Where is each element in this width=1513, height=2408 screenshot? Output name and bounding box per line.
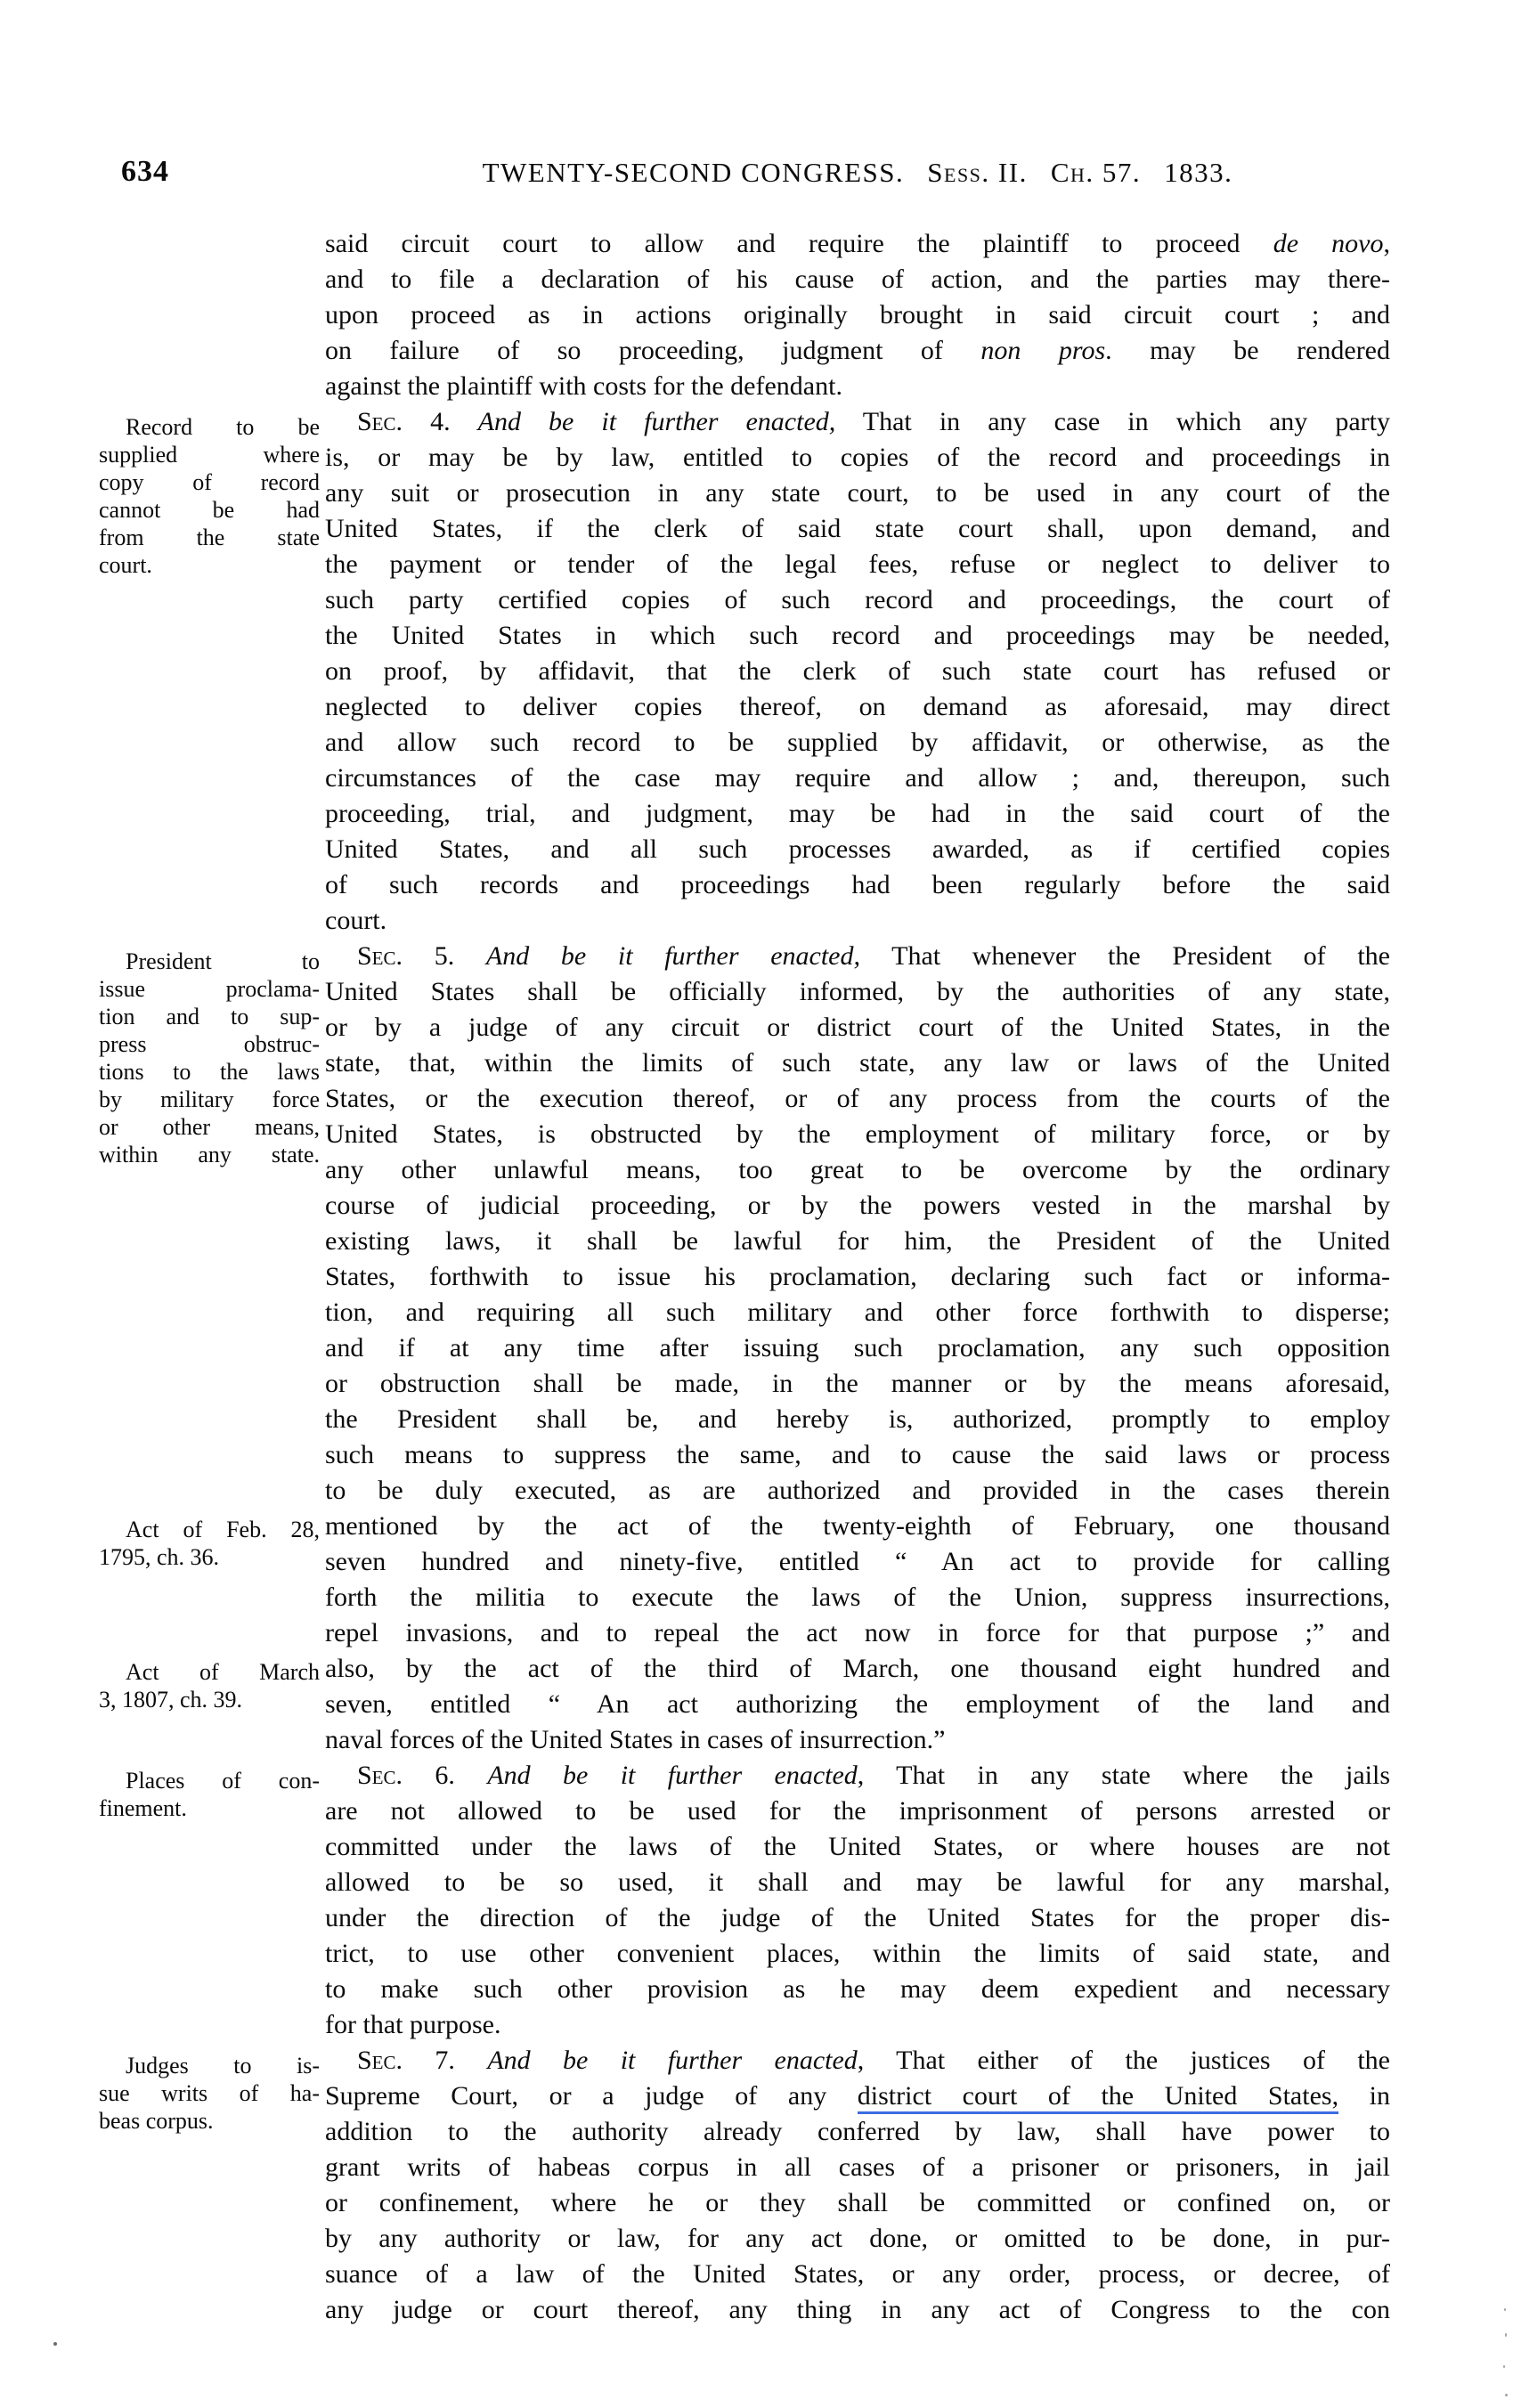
text-line: the President shall be, and hereby is, authorized, promptly to employ [325,1404,1390,1434]
text-line: state, that, within the limits of such state, any law or laws of the United [325,1048,1390,1078]
margin-note-line: Act of Feb. 28, [126,1517,320,1542]
body-column [325,1758,1390,2043]
text-line: proceeding, trial, and judgment, may be had in the said court of the [325,799,1390,828]
body-column [325,226,1390,404]
small-caps-text: Sec. [357,407,403,436]
margin-note-line: Record to be [126,414,320,440]
text-line: existing laws, it shall be lawful for him, the President of the United [325,1226,1390,1256]
text-line: and allow such record to be supplied by affidavit, or otherwise, as the [325,728,1390,757]
scan-speck [1504,2308,1506,2311]
text-line: circumstances of the case may require and allow ; and, thereupon, such [325,763,1390,793]
text-line: the United States in which such record and proceedings may be needed, [325,621,1390,650]
italic-text: And be it further enacted, [485,941,860,971]
margin-note-line: supplied where [99,442,320,468]
small-caps-text: Sess. [927,157,990,188]
text-line: Supreme Court, or a judge of any district court of the United States, in [325,2079,1390,2114]
margin-note [99,1516,320,1571]
running-header [325,157,1390,189]
text-line: trict, to use other convenient places, within the limits of said state, and [325,1939,1390,1968]
blue-underline-highlight: district court of the United States, [858,2081,1338,2114]
text-line: naval forces of the United States in cases of insurrection.” [325,1725,946,1754]
section-6 [94,1758,1390,2043]
small-caps-text: Sec. [357,2046,403,2075]
text-line: United States, and all such processes awarded, as if certified copies [325,834,1390,864]
page-number: 634 [121,155,169,188]
section-4 [94,404,1390,939]
scan-speck [1503,2365,1505,2368]
margin-column [94,226,325,404]
body-column [325,404,1390,939]
margin-note-line: cannot be had [99,497,320,523]
text-line: and to file a declaration of his cause of action, and the parties may there- [325,264,1390,294]
small-caps-text: Ch. [1050,157,1094,188]
small-caps-text: Sec. [357,941,403,971]
text-line: Sec. 6. And be it further enacted, That in any state where the jails [357,1761,1390,1790]
text-line: United States, is obstructed by the employment of military force, or by [325,1119,1390,1149]
text-line: allowed to be so used, it shall and may be lawful for any marshal, [325,1867,1390,1897]
text-line: to make such other provision as he may deem expedient and necessary [325,1974,1390,2004]
text-line: against the plaintiff with costs for the defendant. [325,371,842,401]
text-line: mentioned by the act of the twenty-eighth of February, one thousand [325,1511,1390,1541]
margin-note-line: tion and to sup- [99,1004,320,1029]
text-line: or confinement, where he or they shall be committed or confined on, or [325,2188,1390,2217]
text-line: United States shall be officially informed, by the authorities of any state, [325,977,1390,1006]
text-line: such party certified copies of such record and proceedings, the court of [325,585,1390,614]
margin-note-line: beas corpus. [99,2108,214,2134]
body-column [325,2043,1390,2328]
text-line: upon proceed as in actions originally brought in said circuit court ; and [325,300,1390,329]
margin-note-line: court. [99,552,152,578]
scan-speck [1505,2333,1507,2337]
margin-column [94,404,325,939]
margin-note-line: sue writs of ha- [99,2080,320,2106]
text-line: United States, if the clerk of said state court shall, upon demand, and [325,514,1390,543]
text-line: also, by the act of the third of March, one thousand eight hundred and [325,1654,1390,1683]
continuation-paragraph [94,226,1390,404]
italic-text: And be it further enacted [487,1761,858,1790]
body-column [325,939,1390,1758]
text-line: repel invasions, and to repeal the act now in force for that purpose ;” and [325,1618,1390,1647]
scan-speck [1505,2394,1508,2396]
text-line: the payment or tender of the legal fees, refuse or neglect to deliver to [325,549,1390,579]
header-part: TWENTY-SECOND CONGRESS. [482,157,905,188]
text-line: of such records and proceedings had been regularly before the said [325,870,1390,899]
margin-note-line: issue proclama- [99,976,320,1002]
text-line: for that purpose. [325,2010,501,2039]
text-line: any judge or court thereof, any thing in any act of Congress to the con [325,2295,1390,2324]
section-7 [94,2043,1390,2328]
text-line: Sec. 7. And be it further enacted, That either of the justices of the [357,2046,1390,2075]
text-line: any other unlawful means, too great to be overcome by the ordinary [325,1155,1390,1184]
text-line: court. [325,906,387,935]
text-line: Sec. 5. And be it further enacted, That whenever the President of the [357,941,1390,971]
text-line: addition to the authority already conferred by law, shall have power to [325,2117,1390,2146]
margin-note-line: 1795, ch. 36. [99,1544,220,1570]
italic-text: And be it further enacted [487,2046,858,2075]
margin-note-line: tions to the laws [99,1059,320,1085]
header-part: 1833. [1164,157,1233,188]
margin-note [99,1658,320,1713]
margin-note-line: Places of con- [126,1768,320,1794]
text-line: States, or the execution thereof, or of any process from the courts of the [325,1084,1390,1113]
margin-note [99,413,320,579]
text-line: or obstruction shall be made, in the manner or by the means aforesaid, [325,1369,1390,1398]
margin-note-line: press obstruc- [99,1031,320,1057]
section-5 [94,939,1390,1758]
margin-column [94,2043,325,2328]
margin-note [99,2052,320,2135]
text-line: seven, entitled “ An act authorizing the employment of the land and [325,1689,1390,1719]
margin-note [99,948,320,1168]
margin-note-line: 3, 1807, ch. 39. [99,1687,243,1712]
margin-note-line: from the state [99,525,320,550]
italic-text: de novo [1273,229,1384,258]
text-line: is, or may be by law, entitled to copies of the record and proceedings in [325,443,1390,472]
text-line: any suit or prosecution in any state court, to be used in any court of the [325,478,1390,508]
italic-text: non pros [980,336,1106,365]
text-line: course of judicial proceeding, or by the powers vested in the marshal by [325,1191,1390,1220]
margin-note [99,1767,320,1822]
margin-column [94,939,325,1758]
text-line: and if at any time after issuing such proclamation, any such opposition [325,1333,1390,1363]
text-line: by any authority or law, for any act done, or omitted to be done, in pur- [325,2224,1390,2253]
text-line: committed under the laws of the United States, or where houses are not [325,1832,1390,1861]
text-line: under the direction of the judge of the United States for the proper dis- [325,1903,1390,1932]
text-line: on failure of so proceeding, judgment of non pros. may be rendered [325,336,1390,365]
header-part: Sess. II. [927,157,1028,188]
text-line: suance of a law of the United States, or any order, process, or decree, of [325,2259,1390,2289]
text-line: on proof, by affidavit, that the clerk of such state court has refused or [325,656,1390,686]
italic-text: And be it further enacted, [477,407,836,436]
text-line: Sec. 4. And be it further enacted, That in any case in which any party [357,407,1390,436]
text-line: grant writs of habeas corpus in all cases of a prisoner or prisoners, in jail [325,2152,1390,2182]
text-line: or by a judge of any circuit or district court of the United States, in the [325,1013,1390,1042]
text-line: seven hundred and ninety-five, entitled “ An act to provide for calling [325,1547,1390,1576]
margin-note-line: Judges to is- [126,2053,320,2079]
scan-speck [53,2342,57,2346]
text-line: tion, and requiring all such military and other force forthwith to disperse; [325,1298,1390,1327]
text-line: States, forthwith to issue his proclamation, declaring such fact or informa- [325,1262,1390,1291]
margin-note-line: Act of March [126,1659,320,1685]
margin-note-line: finement. [99,1795,187,1821]
header-part: Ch. 57. [1050,157,1142,188]
margin-note-line: by military force [99,1086,320,1112]
text-line: are not allowed to be used for the imprisonment of persons arrested or [325,1796,1390,1826]
text-line: such means to suppress the same, and to cause the said laws or process [325,1440,1390,1469]
margin-note-line: President to [126,948,320,974]
text-line: said circuit court to allow and require the plaintiff to proceed de novo, [325,229,1390,258]
text-line: forth the militia to execute the laws of the Union, suppress insurrections, [325,1582,1390,1612]
text-line: neglected to deliver copies thereof, on demand as aforesaid, may direct [325,692,1390,721]
document-body [94,226,1390,2328]
margin-note-line: copy of record [99,469,320,495]
margin-note-line: or other means, [99,1114,320,1140]
text-line: to be duly executed, as are authorized and provided in the cases therein [325,1476,1390,1505]
small-caps-text: Sec. [357,1761,403,1790]
margin-column [94,1758,325,2043]
margin-note-line: within any state. [99,1142,320,1167]
